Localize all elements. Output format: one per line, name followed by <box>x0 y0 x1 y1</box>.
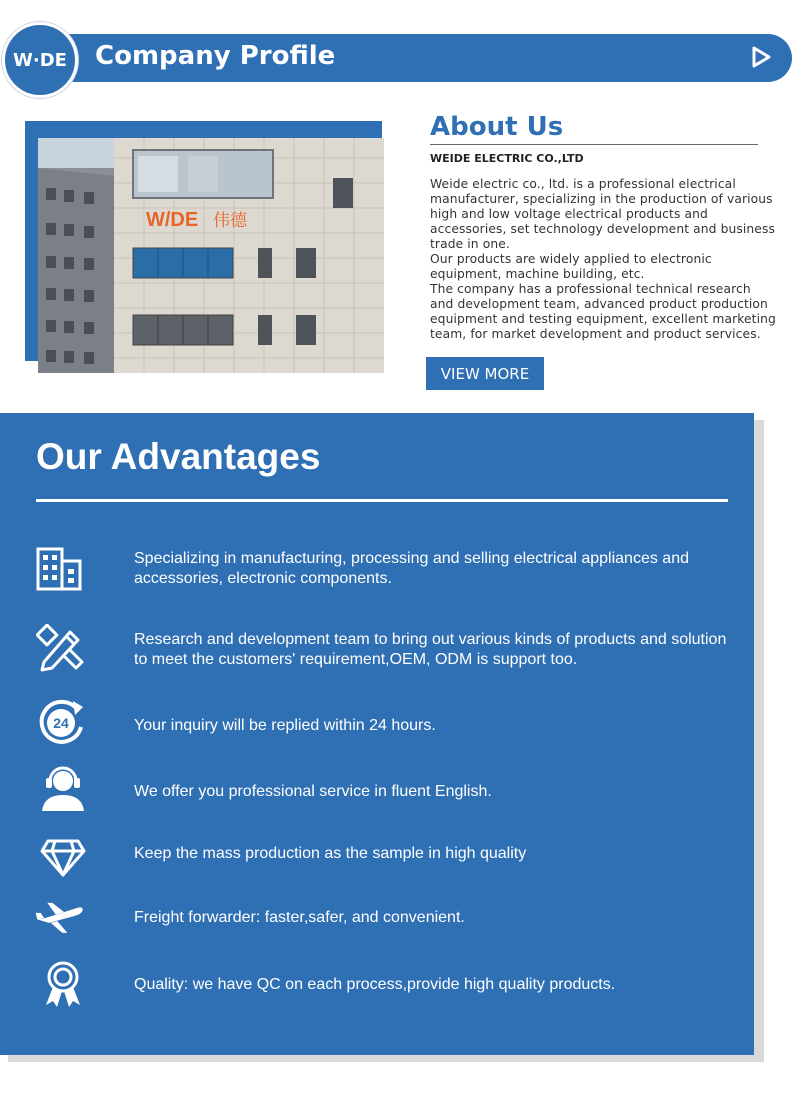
page-title: Company Profile <box>95 41 336 71</box>
building-sign-chinese: 伟德 <box>213 211 247 231</box>
advantage-text: Specializing in manufacturing, processing and selling electrical appliances and accessories, electronic components. <box>134 550 689 587</box>
company-building-photo <box>38 138 384 373</box>
company-logo[interactable]: W·DE <box>2 22 78 98</box>
play-arrow-icon[interactable] <box>750 46 772 68</box>
quality-badge-icon <box>38 959 88 1009</box>
advantage-text: We offer you professional service in fluent English. <box>134 783 492 800</box>
advantages-heading: Our Advantages <box>36 436 321 477</box>
about-paragraph: The company has a professional technical research and development team, advanced product production equipment and testing equipment, excellent marketing team, for market development and product services. <box>430 282 776 341</box>
about-divider <box>430 144 758 145</box>
advantages-divider <box>36 499 728 502</box>
about-paragraph: Our products are widely applied to electronic equipment, machine building, etc. <box>430 252 712 281</box>
airplane-icon <box>34 892 84 942</box>
building-sign-text: W/DE <box>146 209 199 231</box>
advantage-text: Your inquiry will be replied within 24 hours. <box>134 717 436 734</box>
about-description <box>430 177 778 342</box>
svg-text:24: 24 <box>53 715 69 731</box>
about-us-heading: About Us <box>430 112 564 142</box>
advantage-text: Keep the mass production as the sample in high quality <box>134 845 527 862</box>
advantage-text: Research and development team to bring out various kinds of products and solution to meet the customers' requirement,OEM, ODM is support too. <box>134 631 727 668</box>
24-hours-icon <box>37 697 87 747</box>
company-name: WEIDE ELECTRIC CO.,LTD <box>430 152 584 165</box>
advantage-text: Quality: we have QC on each process,provide high quality products. <box>134 976 616 993</box>
about-paragraph: Weide electric co., ltd. is a professional electrical manufacturer, specializing in the production of various high and low voltage electrical products and accessories, set technology development and business trade in one. <box>430 177 775 251</box>
design-tools-icon <box>36 624 86 674</box>
building-icon <box>34 543 84 593</box>
headset-support-icon <box>38 763 88 813</box>
advantage-text: Freight forwarder: faster,safer, and convenient. <box>134 909 465 926</box>
view-more-button[interactable]: VIEW MORE <box>426 357 544 390</box>
diamond-icon <box>38 833 88 883</box>
